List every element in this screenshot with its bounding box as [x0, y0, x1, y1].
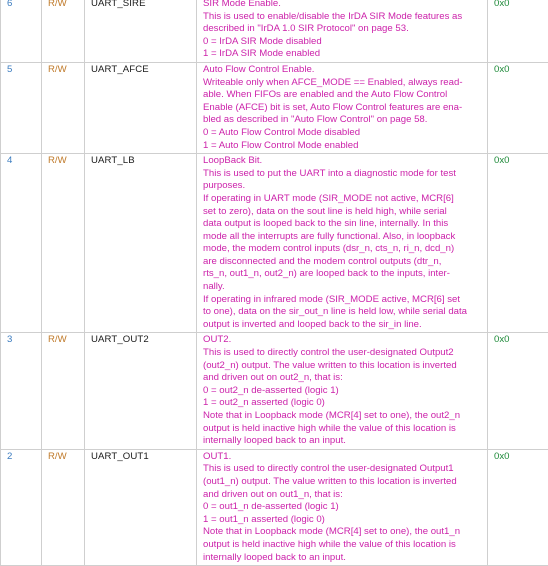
table-row [1, 0, 548, 62]
reset-value: 0x0 [488, 154, 548, 333]
description-line: output is held inactive high while the value of this location is [203, 539, 483, 552]
description-line: (out2_n) output. The value written to this location is inverted [203, 360, 483, 373]
field-description [197, 62, 488, 153]
field-name: UART_OUT2 [85, 333, 197, 449]
access-type: R/W [42, 0, 85, 62]
description-line: This is used to directly control the user-designated Output2 [203, 347, 483, 360]
description-line: described in "IrDA 1.0 SIR Protocol" on page 53. [203, 23, 483, 36]
field-name: UART_AFCE [85, 62, 197, 153]
description-line: purposes. [203, 180, 483, 193]
table-row [1, 449, 548, 565]
description-line: set to zero), data on the sout line is held high, while serial [203, 206, 483, 219]
description-line: This is used to put the UART into a diagnostic mode for test [203, 168, 483, 181]
description-line: Auto Flow Control Enable. [203, 64, 483, 77]
description-line: 1 = IrDA SIR Mode enabled [203, 48, 483, 61]
description-line: 0 = out2_n de-asserted (logic 1) [203, 385, 483, 398]
bit-number: 2 [1, 449, 42, 565]
bit-number: 6 [1, 0, 42, 62]
field-description [197, 333, 488, 449]
table-row [1, 154, 548, 333]
field-description [197, 0, 488, 62]
reset-value: 0x0 [488, 449, 548, 565]
description-line: able. When FIFOs are enabled and the Auto Flow Control [203, 89, 483, 102]
description-line: This is used to enable/disable the IrDA SIR Mode features as [203, 11, 483, 24]
description-line: output is held inactive high while the value of this location is [203, 423, 483, 436]
reset-value: 0x0 [488, 62, 548, 153]
description-line: 1 = out1_n asserted (logic 0) [203, 514, 483, 527]
description-line: Note that in Loopback mode (MCR[4] set to one), the out2_n [203, 410, 483, 423]
reset-value: 0x0 [488, 333, 548, 449]
bit-number: 3 [1, 333, 42, 449]
description-line: output is inverted and looped back to the sir_in line. [203, 319, 483, 332]
access-type: R/W [42, 333, 85, 449]
description-line: Note that in Loopback mode (MCR[4] set to one), the out1_n [203, 526, 483, 539]
description-line: SIR Mode Enable. [203, 0, 483, 11]
description-line: internally looped back to an input. [203, 435, 483, 448]
access-type: R/W [42, 154, 85, 333]
description-line: to one), data on the sir_out_n line is held low, while serial data [203, 306, 483, 319]
description-line: If operating in UART mode (SIR_MODE not active, MCR[6] [203, 193, 483, 206]
description-line: mode all the interrupts are fully functional. Also, in loopback [203, 231, 483, 244]
field-name: UART_SIRE [85, 0, 197, 62]
table-row [1, 333, 548, 449]
description-line: This is used to directly control the user-designated Output1 [203, 463, 483, 476]
description-line: 0 = Auto Flow Control Mode disabled [203, 127, 483, 140]
description-line: mode, the modem control inputs (dsr_n, cts_n, ri_n, dcd_n) [203, 243, 483, 256]
table-row [1, 62, 548, 153]
description-line: data output is looped back to the sin line, internally. In this [203, 218, 483, 231]
description-line: rts_n, out1_n, out2_n) are looped back to the inputs, inter- [203, 268, 483, 281]
field-description [197, 154, 488, 333]
description-line: Writeable only when AFCE_MODE == Enabled, always read- [203, 77, 483, 90]
field-name: UART_OUT1 [85, 449, 197, 565]
description-line: nally. [203, 281, 483, 294]
description-line: 1 = out2_n asserted (logic 0) [203, 397, 483, 410]
description-line: and driven out on out1_n, that is: [203, 489, 483, 502]
bit-number: 5 [1, 62, 42, 153]
description-line: 0 = IrDA SIR Mode disabled [203, 36, 483, 49]
description-line: internally looped back to an input. [203, 552, 483, 565]
description-line: Enable (AFCE) bit is set, Auto Flow Control features are ena- [203, 102, 483, 115]
description-line: 1 = Auto Flow Control Mode enabled [203, 140, 483, 153]
description-line: bled as described in "Auto Flow Control" on page 58. [203, 114, 483, 127]
access-type: R/W [42, 449, 85, 565]
description-line: OUT1. [203, 451, 483, 464]
description-line: 0 = out1_n de-asserted (logic 1) [203, 501, 483, 514]
description-line: (out1_n) output. The value written to this location is inverted [203, 476, 483, 489]
field-name: UART_LB [85, 154, 197, 333]
description-line: and driven out on out2_n, that is: [203, 372, 483, 385]
access-type: R/W [42, 62, 85, 153]
description-line: OUT2. [203, 334, 483, 347]
field-description [197, 449, 488, 565]
description-line: are disconnected and the modem control outputs (dtr_n, [203, 256, 483, 269]
description-line: LoopBack Bit. [203, 155, 483, 168]
reset-value: 0x0 [488, 0, 548, 62]
description-line: If operating in infrared mode (SIR_MODE active, MCR[6] set [203, 294, 483, 307]
bit-number: 4 [1, 154, 42, 333]
